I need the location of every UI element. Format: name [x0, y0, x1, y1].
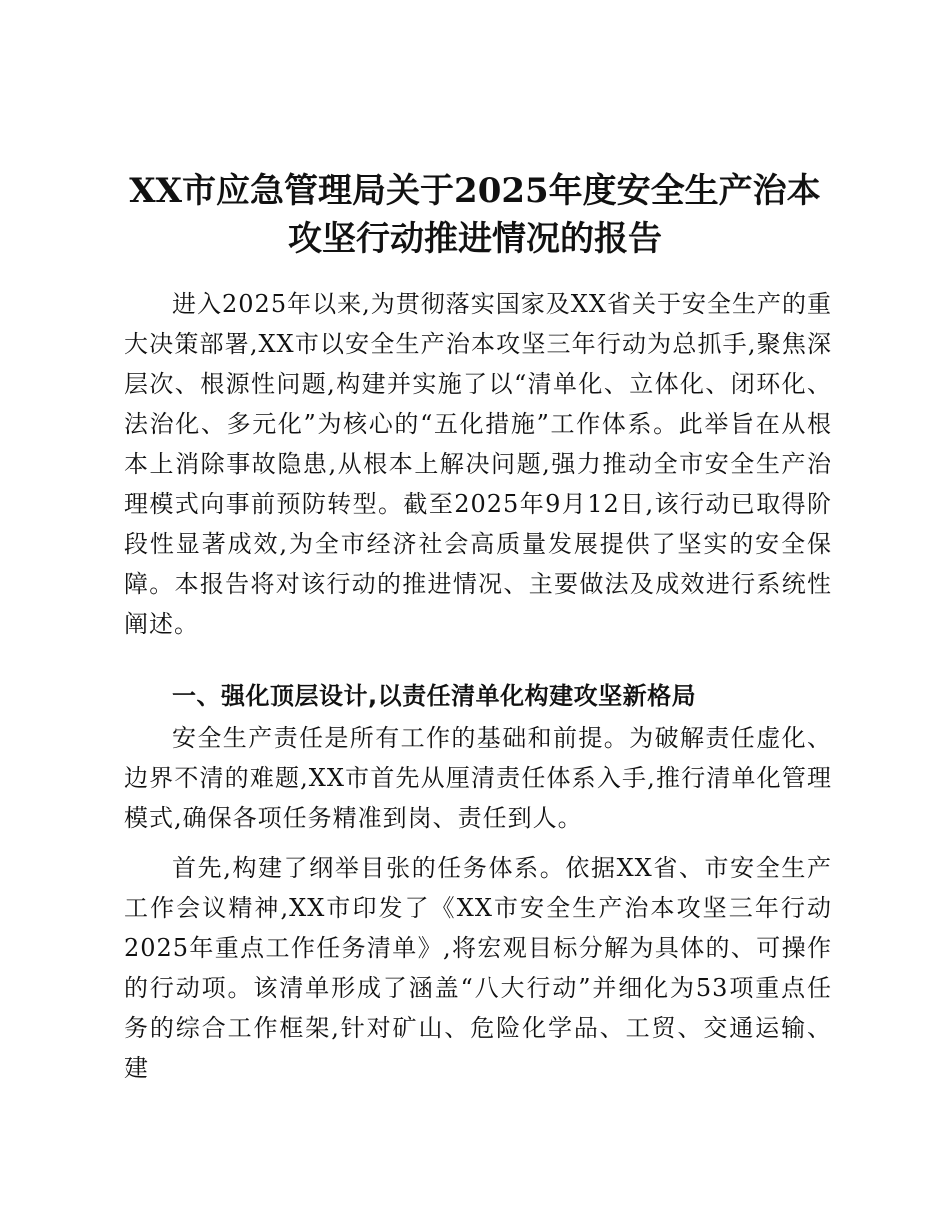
section-1-heading: 一、强化顶层设计,以责任清单化构建攻坚新格局 — [172, 682, 697, 710]
intro-paragraph: 进入2025年以来,为贯彻落实国家及XX省关于安全生产的重大决策部署,XX市以安全生产治本攻坚三年行动为总抓手,聚焦深层次、根源性问题,构建并实施了以“清单化、立体化、闭环化、法治化、多元化”为核心的“五化措施”工作体系。此举旨在从根本上消除事故隐患,从根本上解决问题,强力推动全市安全生产治理模式向事前预防转型。截至2025年9月12日,该行动已取得阶段性显著成效,为全市经济社会高质量发展提供了坚实的安全保障。本报告将对该行动的推进情况、主要做法及成效进行系统性阐述。 — [124, 290, 832, 638]
section-1-paragraph-1: 安全生产责任是所有工作的基础和前提。为破解责任虚化、边界不清的难题,XX市首先从厘清责任体系入手,推行清单化管理模式,确保各项任务精准到岗、责任到人。 — [124, 724, 832, 832]
section-1-paragraph-2: 首先,构建了纲举目张的任务体系。依据XX省、市安全生产工作会议精神,XX市印发了《XX市安全生产治本攻坚三年行动2025年重点工作任务清单》,将宏观目标分解为具体的、可操作的行动项。该清单形成了涵盖“八大行动”并细化为53项重点任务的综合工作框架,针对矿山、危险化学品、工贸、交通运输、建 — [124, 854, 832, 1082]
report-title-line-1: XX市应急管理局关于2025年度安全生产治本 — [129, 171, 821, 211]
report-title-line-2: 攻坚行动推进情况的报告 — [288, 219, 662, 259]
